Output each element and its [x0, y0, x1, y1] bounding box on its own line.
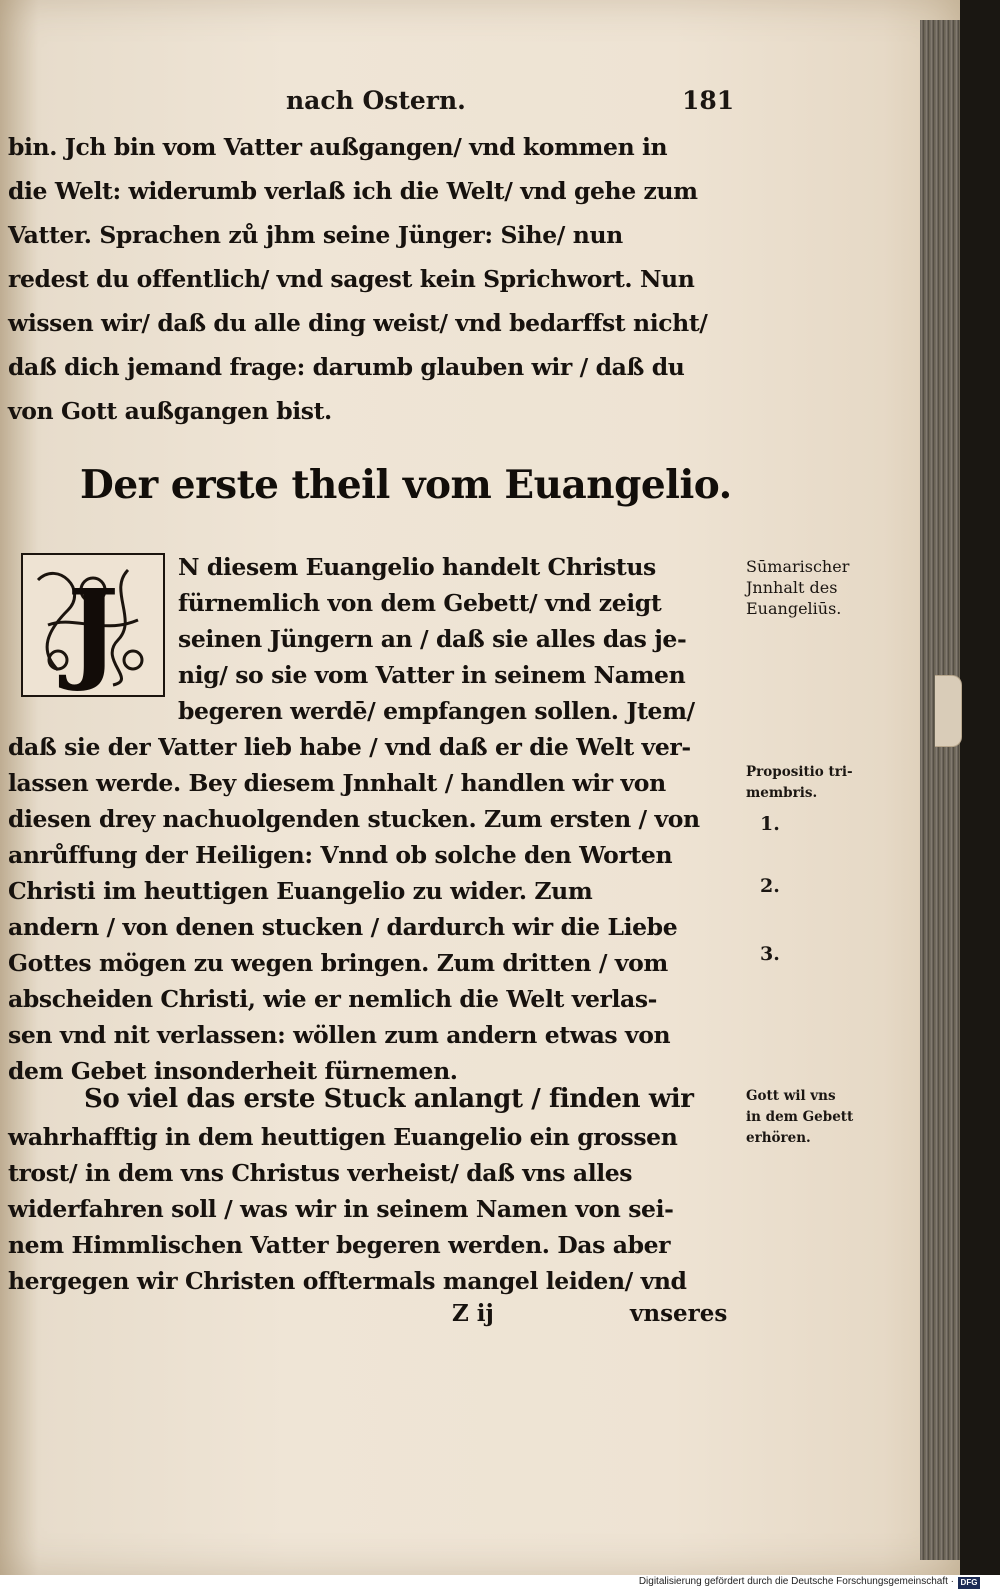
text-line: widerfahren soll / was wir in seinem Namen von sei-	[8, 1195, 674, 1223]
marginal-number-1: 1.	[760, 813, 780, 835]
initial-letter: J	[66, 565, 120, 694]
dfg-logo: DFG	[958, 1577, 980, 1589]
running-title: nach Ostern.	[286, 86, 466, 115]
text-line: Vatter. Sprachen zů jhm seine Jünger: Sihe/ nun	[8, 221, 623, 249]
decorated-initial	[18, 550, 168, 700]
page-header	[0, 86, 960, 126]
text-line: hergegen wir Christen offtermals mangel leiden/ vnd	[8, 1267, 687, 1295]
catchword: vnseres	[630, 1300, 728, 1327]
marginal-note-gott: Gott wil vns in dem Gebett erhören.	[746, 1088, 854, 1146]
text-line: wahrhafftig in dem heuttigen Euangelio ein grossen	[8, 1123, 678, 1151]
text-line: anrůffung der Heiligen: Vnnd ob solche den Worten	[8, 841, 673, 869]
section-heading: Der erste theil vom Euangelio.	[80, 462, 732, 508]
text-line: daß sie der Vatter lieb habe / vnd daß er die Welt ver-	[8, 733, 691, 761]
decorated-initial-image	[18, 550, 168, 700]
marginal-number-3: 3.	[760, 943, 780, 965]
text-line: Gottes mögen zu wegen bringen. Zum dritten / vom	[8, 949, 668, 977]
funding-credit: Digitalisierung gefördert durch die Deutsche Forschungsgemeinschaft ·	[638, 1576, 954, 1587]
text-line: von Gott außgangen bist.	[8, 397, 332, 425]
marginal-note-propositio: Propositio tri- membris.	[746, 764, 853, 801]
text-line: dem Gebet insonderheit fürnemen.	[8, 1057, 458, 1085]
text-line: diesen drey nachuolgenden stucken. Zum ersten / von	[8, 805, 700, 833]
marginal-note-summary: Sūmarischer Jnnhalt des Euangeliūs.	[746, 557, 850, 618]
text-line: nig/ so sie vom Vatter in seinem Namen	[178, 661, 686, 689]
text-line: redest du offentlich/ vnd sagest kein Sprichwort. Nun	[8, 265, 695, 293]
text-line: die Welt: widerumb verlaß ich die Welt/ vnd gehe zum	[8, 177, 698, 205]
text-line: wissen wir/ daß du alle ding weist/ vnd bedarffst nicht/	[8, 309, 708, 337]
page-footer-marks	[0, 1300, 960, 1330]
text-line: andern / von denen stucken / dardurch wir die Liebe	[8, 913, 678, 941]
text-line: daß dich jemand frage: darumb glauben wir / daß du	[8, 353, 685, 381]
text-line: bin. Jch bin vom Vatter außgangen/ vnd kommen in	[8, 133, 668, 161]
page-number: 181	[682, 86, 735, 115]
text-line: N diesem Euangelio handelt Christus	[178, 553, 656, 581]
text-line: fürnemlich von dem Gebett/ vnd zeigt	[178, 589, 662, 617]
bookmark-tab	[935, 675, 962, 747]
text-line: sen vnd nit verlassen: wöllen zum andern etwas von	[8, 1021, 671, 1049]
text-line: begeren werdē/ empfangen sollen. Jtem/	[178, 697, 695, 725]
text-line: So viel das erste Stuck anlangt / finden wir	[84, 1084, 694, 1114]
text-line: lassen werde. Bey diesem Jnnhalt / handlen wir von	[8, 769, 666, 797]
marginal-number-2: 2.	[760, 875, 780, 897]
signature-mark: Z ij	[452, 1300, 494, 1327]
text-line: seinen Jüngern an / daß sie alles das je-	[178, 625, 687, 653]
digitization-footer	[0, 1575, 1000, 1593]
text-line: trost/ in dem vns Christus verheist/ daß vns alles	[8, 1159, 633, 1187]
text-line: Christi im heuttigen Euangelio zu wider. Zum	[8, 877, 593, 905]
text-line: nem Himmlischen Vatter begeren werden. Das aber	[8, 1231, 671, 1259]
text-line: abscheiden Christi, wie er nemlich die Welt verlas-	[8, 985, 658, 1013]
